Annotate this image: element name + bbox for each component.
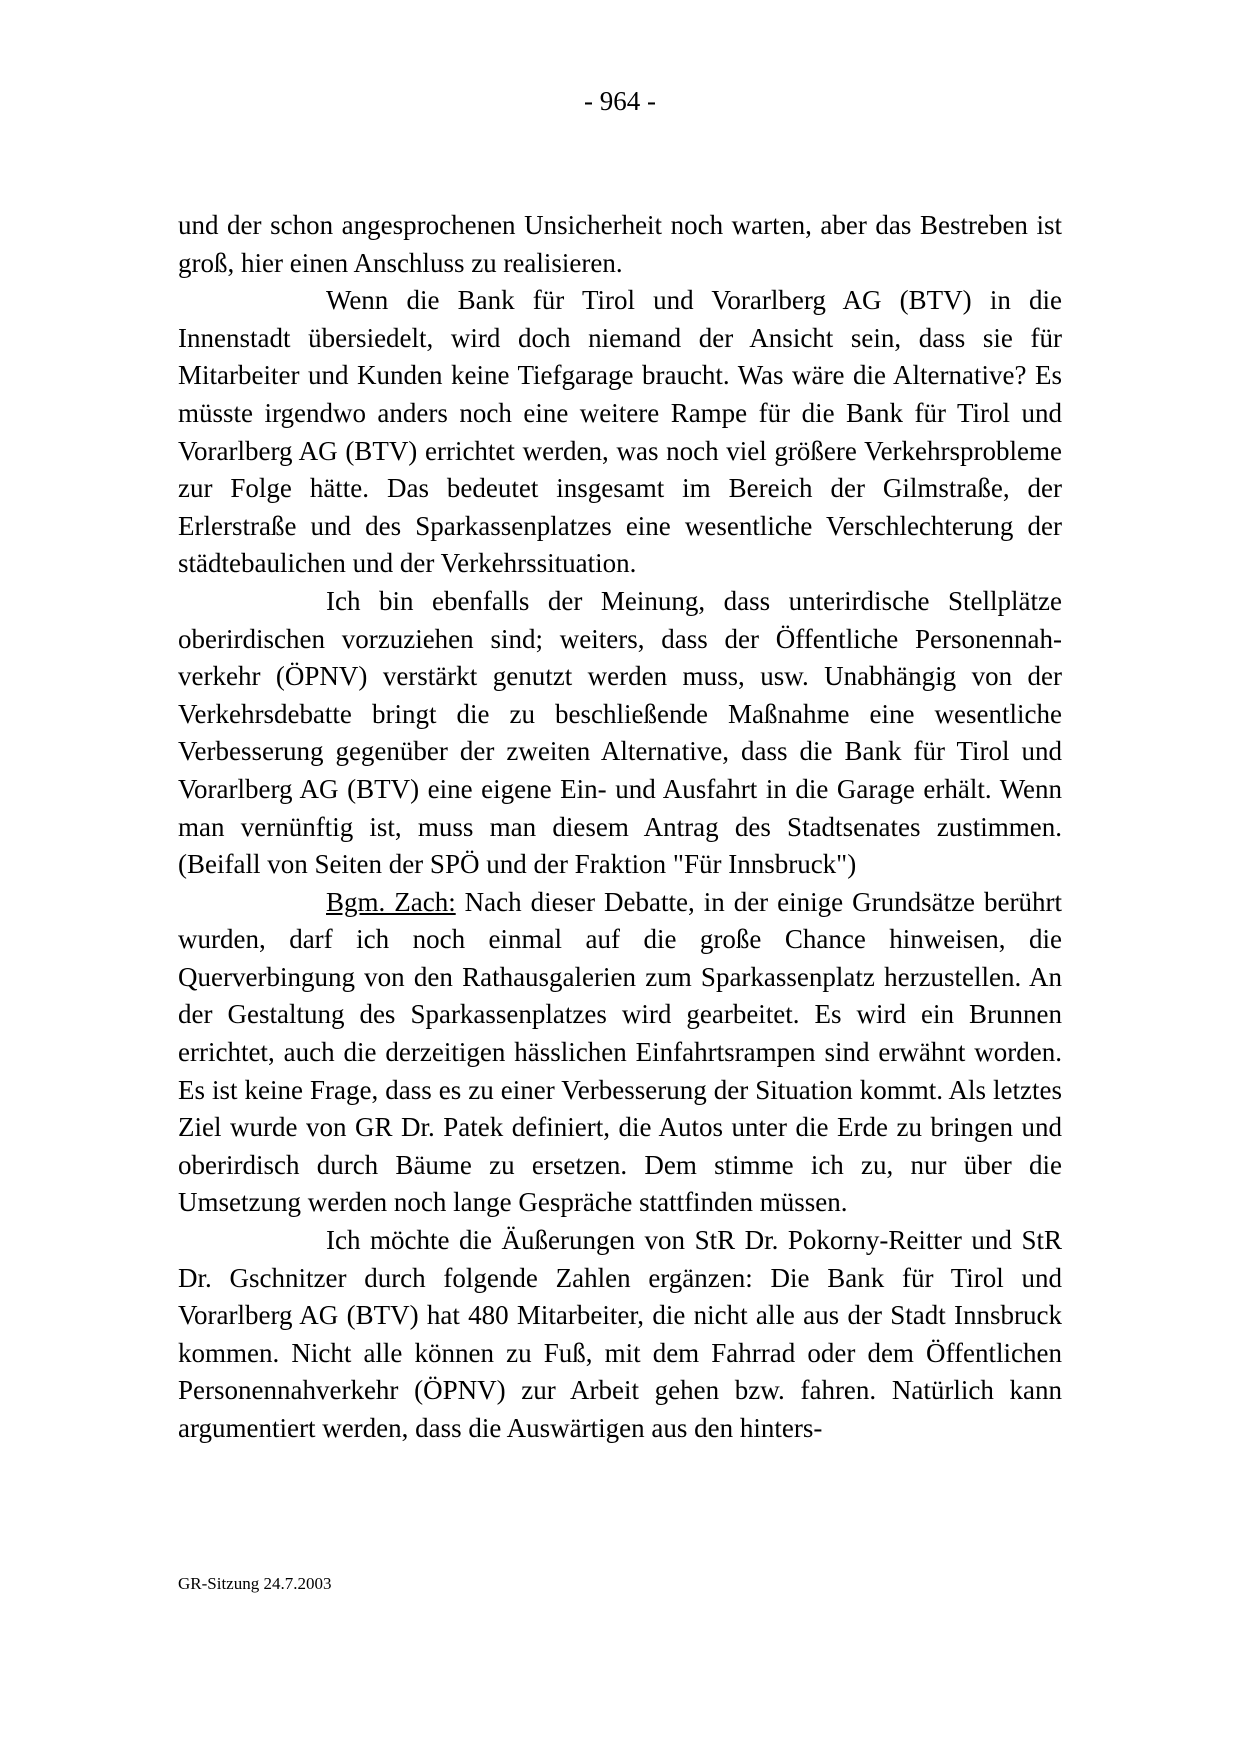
page-number: - 964 - — [584, 86, 656, 116]
paragraph-3: Ich bin ebenfalls der Meinung, dass unterirdische Stellplätze oberirdischen vorzuziehen sind; weiters, dass der Öffentliche Personennahverkehr (ÖPNV) verstärkt genutzt werden muss, usw. Unabhängig von der Verkehrsdebatte bringt die zu beschließende Maßnahme eine wesentliche Verbesserung gegenüber der zweiten Alternative, dass die Bank für Tirol und Vorarlberg AG (BTV) eine eigene Ein- und Ausfahrt in die Garage erhält. Wenn man vernünftig ist, muss man diesem Antrag des Stadtsenates zustimmen. (Beifall von Seiten der SPÖ und der Fraktion "Für Innsbruck") — [178, 585, 1062, 880]
paragraph-4-text: Nach dieser Debatte, in der einige Grundsätze berührt wurden, darf ich noch einmal auf die große Chance hinweisen, die Querverbingung von den Rathausgalerien zum Sparkassenplatz herzustellen. An der Gestaltung des Sparkassenplatzes wird gearbeitet. Es wird ein Brunnen errichtet, auch die derzeitigen hässlichen Einfahrtsrampen sind erwähnt worden. Es ist keine Frage, dass es zu einer Verbesserung der Situation kommt. Als letztes Ziel wurde von GR Dr. Patek definiert, die Autos unter die Erde zu bringen und oberirdisch durch Bäume zu ersetzen. Dem stimme ich zu, nur über die Umsetzung werden noch lange Gespräche stattfinden müssen. — [178, 886, 1062, 1218]
paragraph-4 — [178, 884, 1062, 1222]
paragraph-5: Ich möchte die Äußerungen von StR Dr. Pokorny-Reitter und StR Dr. Gschnitzer durch folgende Zahlen ergänzen: Die Bank für Tirol und Vorarlberg AG (BTV) hat 480 Mitarbeiter, die nicht alle aus der Stadt Innsbruck kommen. Nicht alle können zu Fuß, mit dem Fahrrad oder dem Öffentlichen Personennahverkehr (ÖPNV) zur Arbeit gehen bzw. fahren. Natürlich kann argumentiert werden, dass die Auswärtigen aus den hinters- — [178, 1225, 1062, 1443]
speaker-name: Bgm. Zach: — [326, 886, 456, 917]
body-text — [178, 207, 1062, 1448]
paragraph-2: Wenn die Bank für Tirol und Vorarlberg AG (BTV) in die Innenstadt übersiedelt, wird doch niemand der Ansicht sein, dass sie für Mitarbeiter und Kunden keine Tiefgarage braucht. Was wäre die Alternative? Es müsste irgendwo anders noch eine weitere Rampe für die Bank für Tirol und Vorarlberg AG (BTV) errichtet werden, was noch viel größere Verkehrsprobleme zur Folge hätte. Das bedeutet insgesamt im Bereich der Gilmstraße, der Erlerstraße und des Sparkassenplatzes eine wesentliche Verschlechterung der städtebaulichen und der Verkehrssituation. — [178, 285, 1062, 579]
footer-session-date: GR-Sitzung 24.7.2003 — [178, 1574, 332, 1593]
paragraph-1: und der schon angesprochenen Unsicherheit noch warten, aber das Bestreben ist groß, hier einen Anschluss zu realisieren. — [178, 210, 1062, 278]
